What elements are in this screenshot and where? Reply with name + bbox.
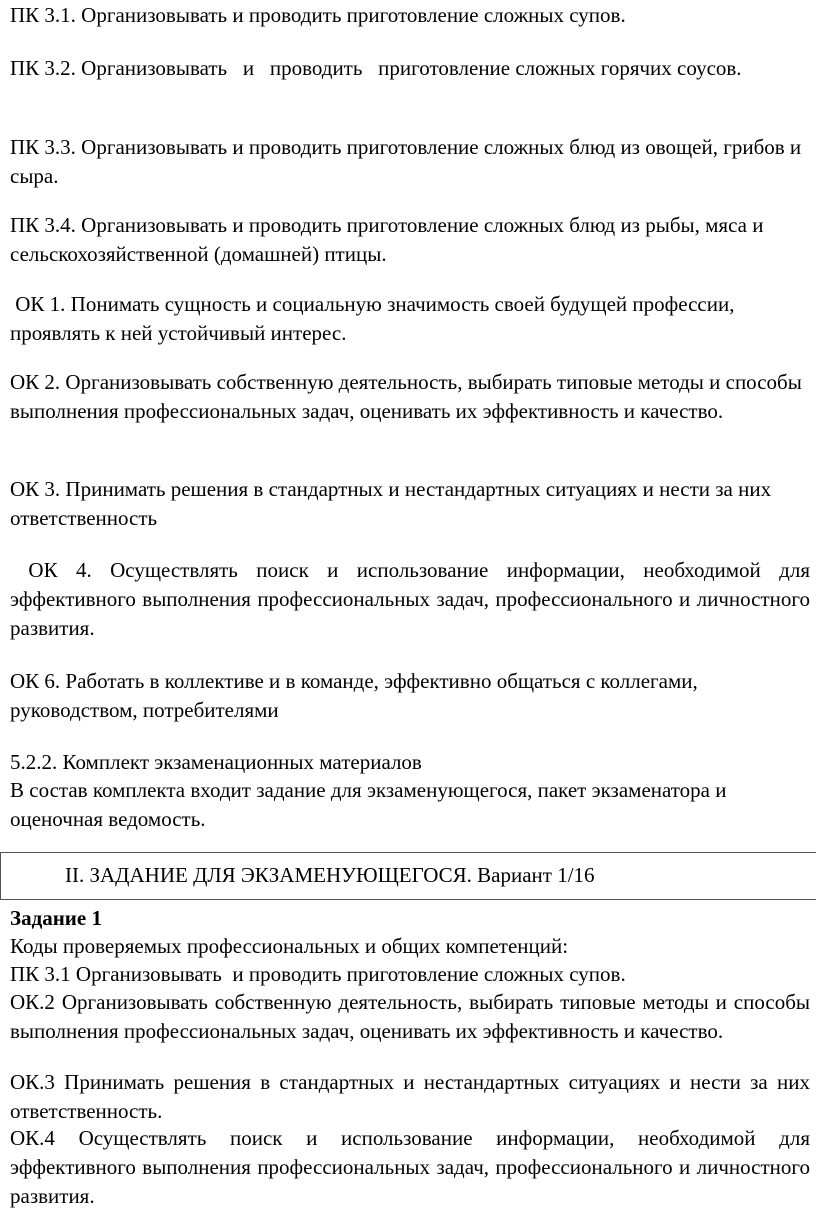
task-item-pk-3-1: ПК 3.1 Организовывать и проводить приготовление сложных супов.	[10, 962, 626, 986]
competency-pk-3-4: ПК 3.4. Организовывать и проводить приготовление сложных блюд из рыбы, мяса и сельскохозяйственной (домашней) птицы.	[10, 213, 764, 266]
kit-title: 5.2.2. Комплект экзаменационных материалов	[10, 750, 422, 774]
task-title: Задание 1	[10, 906, 102, 930]
competency-ok-3: ОК 3. Принимать решения в стандартных и нестандартных ситуациях и нести за них ответственность	[10, 477, 772, 530]
competency-pk-3-2: ПК 3.2. Организовывать и проводить приготовление сложных горячих соусов.	[10, 56, 742, 80]
competency-ok-2: ОК 2. Организовывать собственную деятельность, выбирать типовые методы и способы выполнения профессиональных задач, оценивать их эффективность и качество.	[10, 370, 802, 423]
competency-pk-3-3: ПК 3.3. Организовывать и проводить приготовление сложных блюд из овощей, грибов и сыра.	[10, 135, 802, 188]
task-item-ok-2: ОК.2 Организовывать собственную деятельность, выбирать типовые методы и способы выполнения профессиональных задач, оценивать их эффективность и качество.	[10, 990, 810, 1043]
competency-ok-1: ОК 1. Понимать сущность и социальную значимость своей будущей профессии, проявлять к ней устойчивый интерес.	[10, 292, 740, 345]
section-heading-box	[0, 852, 816, 900]
task-item-ok-3: ОК.3 Принимать решения в стандартных и нестандартных ситуациях и нести за них ответственность.	[10, 1070, 810, 1123]
competency-ok-6: ОК 6. Работать в коллективе и в команде, эффективно общаться с коллегами, руководством, потребителями	[10, 669, 698, 722]
task-item-ok-4: ОК.4 Осуществлять поиск и использование информации, необходимой для эффективного выполнения профессиональных задач, профессионального и личностного развития.	[10, 1126, 810, 1208]
section-heading: II. ЗАДАНИЕ ДЛЯ ЭКЗАМЕНУЮЩЕГОСЯ. Вариант 1/16	[65, 863, 595, 887]
task-codes-label: Коды проверяемых профессиональных и общих компетенций:	[10, 934, 569, 958]
competency-pk-3-1: ПК 3.1. Организовывать и проводить приготовление сложных супов.	[10, 3, 626, 27]
competency-ok-4: ОК 4. Осуществлять поиск и использование информации, необходимой для эффективного выполнения профессиональных задач, профессионального и личностного развития.	[10, 558, 816, 640]
kit-description: В состав комплекта входит задание для экзаменующегося, пакет экзаменатора и оценочная ведомость.	[10, 778, 727, 831]
